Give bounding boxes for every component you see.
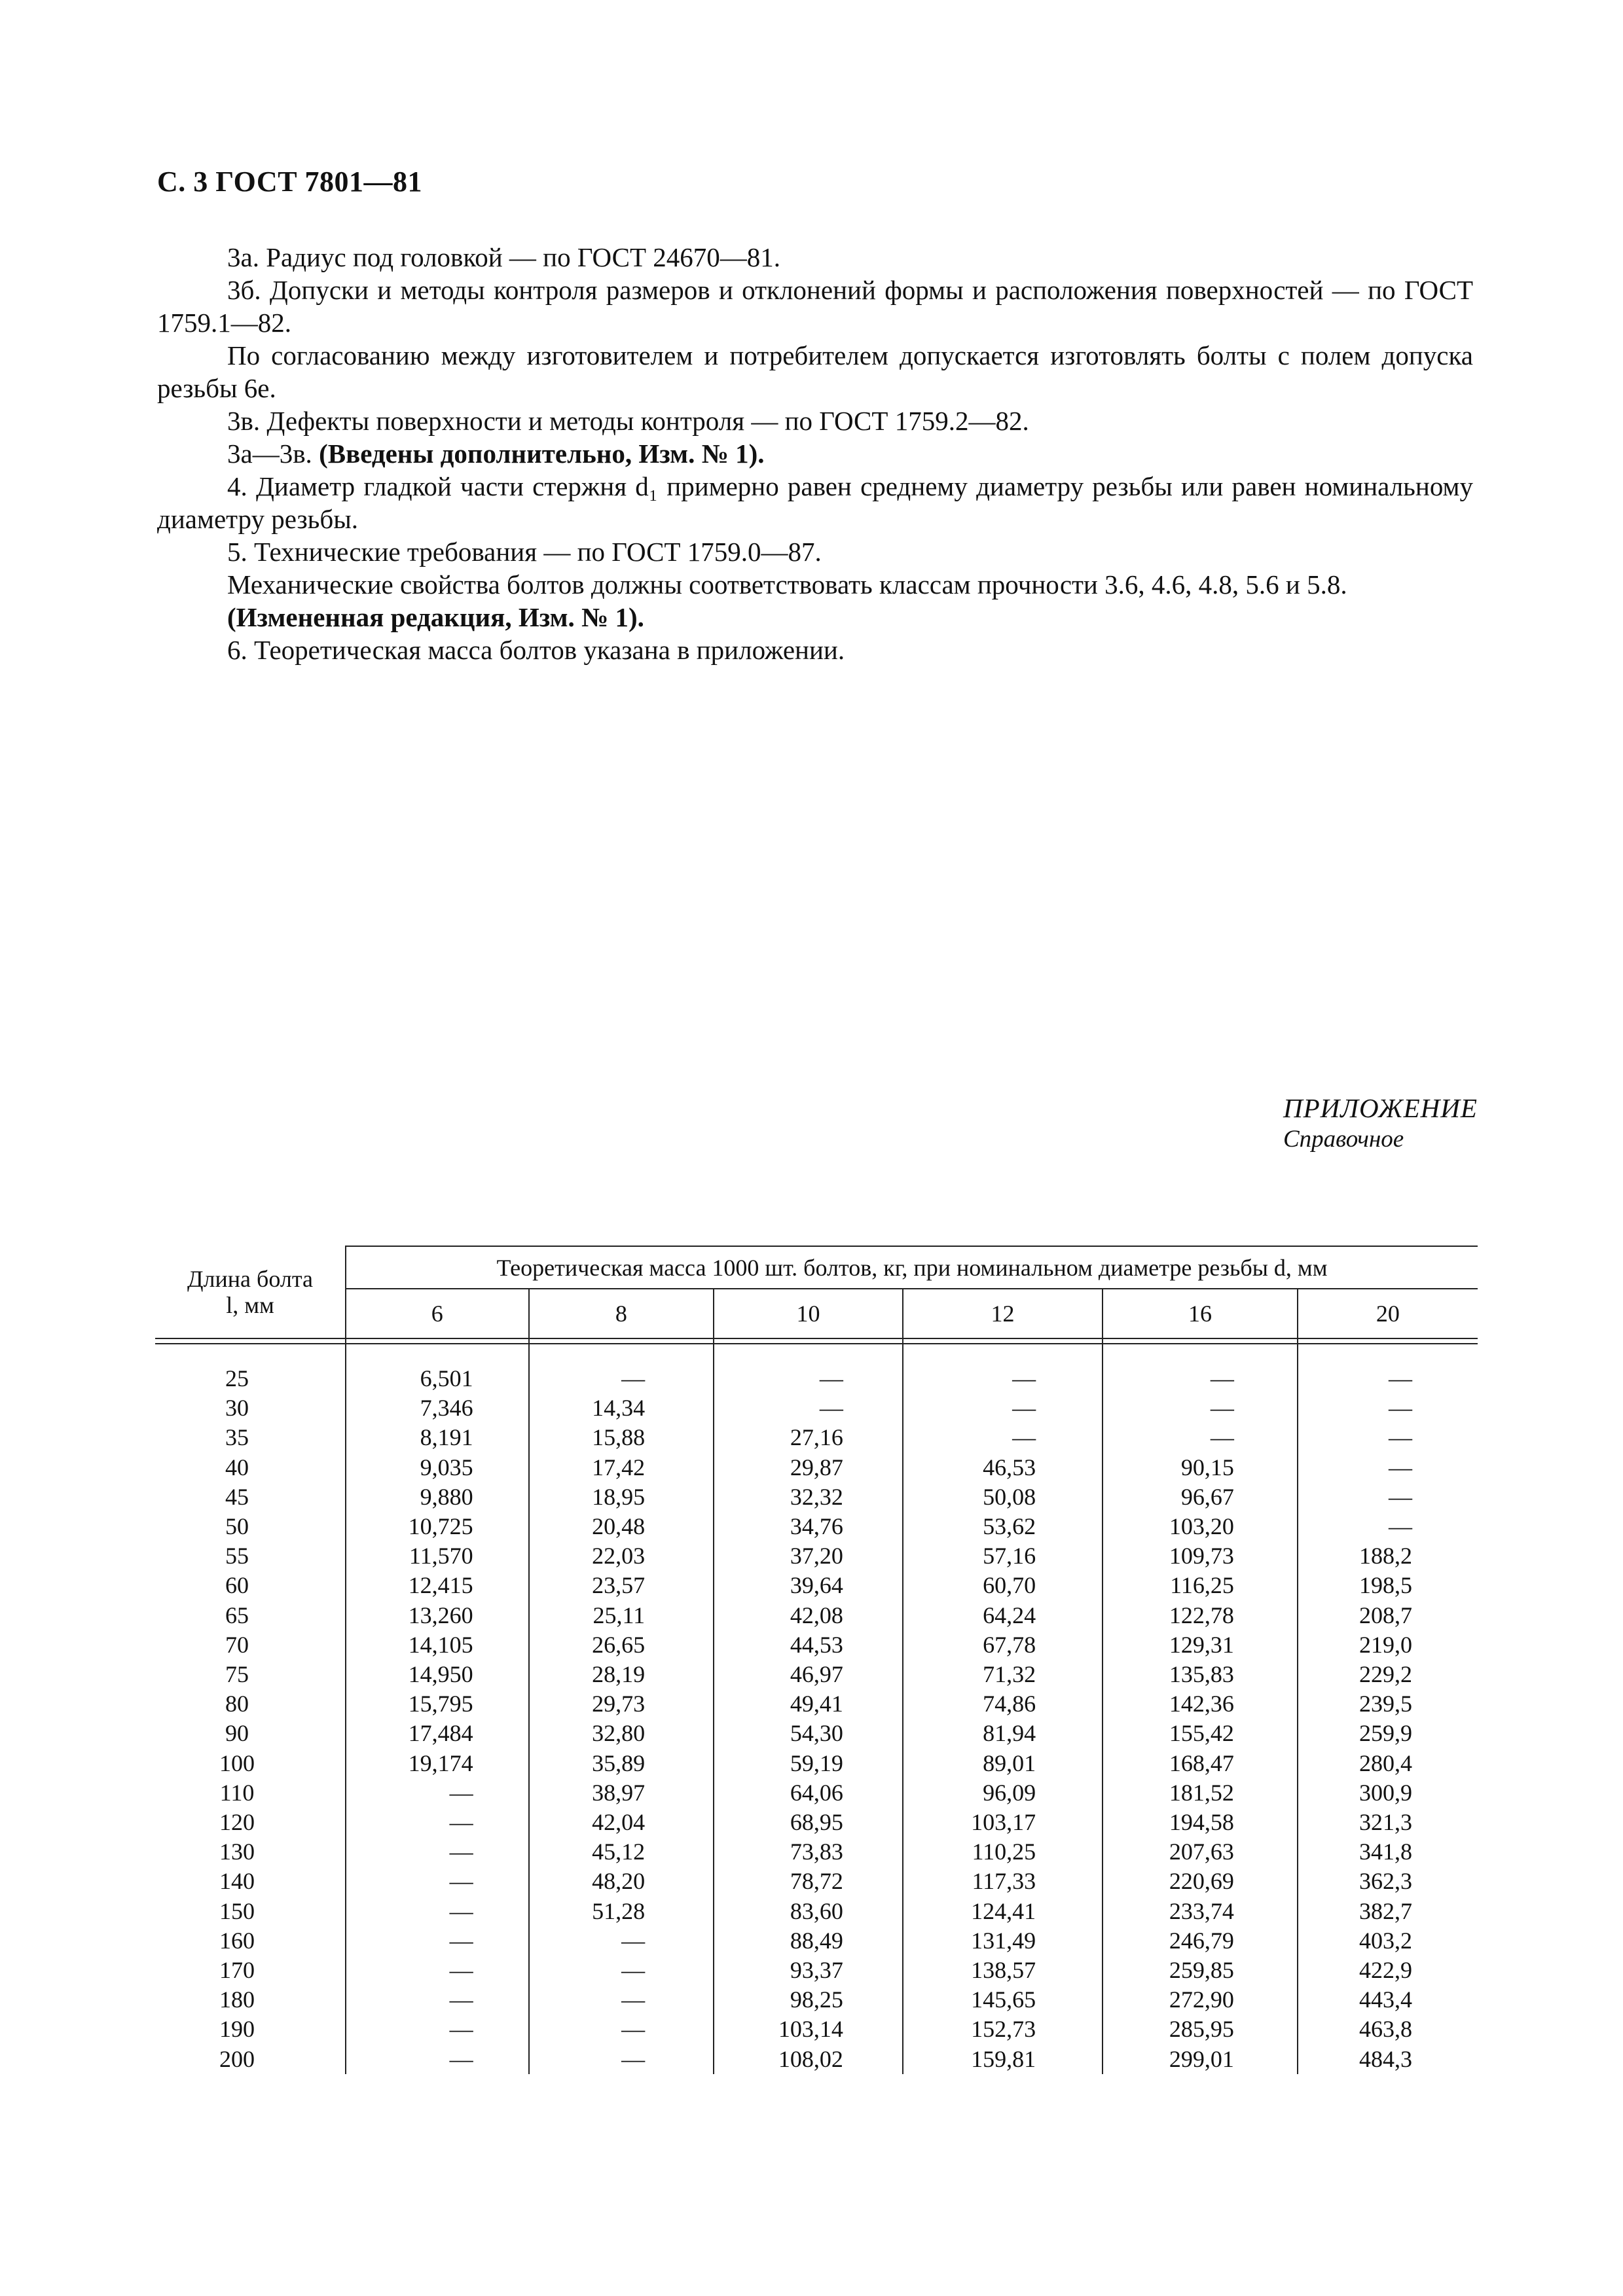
table-row (155, 1985, 1478, 2015)
mass-cell: — (346, 2015, 529, 2044)
mass-cell: — (529, 2015, 714, 2044)
mass-cell: 29,87 (714, 1453, 903, 1482)
mass-cell: 12,415 (346, 1571, 529, 1600)
table-row (155, 2045, 1478, 2074)
paragraph-4: 4. Диаметр гладкой части стержня d₁ примерно равен среднему диаметру резьбы или равен номинальному диаметру резьбы. (157, 471, 1473, 534)
table-row (155, 1453, 1478, 1482)
length-cell: 80 (225, 1691, 249, 1717)
mass-cell: 29,73 (529, 1689, 714, 1719)
length-cell: 150 (219, 1897, 255, 1924)
appendix-title: ПРИЛОЖЕНИЕ (1283, 1093, 1478, 1123)
mass-cell: 9,880 (346, 1482, 529, 1512)
paragraph-agreement: По согласованию между изготовителем и потребителем допускается изготовлять болты с полем допуска резьбы 6е. (157, 340, 1473, 403)
mass-cell: — (1298, 1393, 1478, 1423)
mass-cell: 57,16 (903, 1541, 1103, 1571)
mass-cell: — (346, 1867, 529, 1896)
mass-cell: — (346, 1926, 529, 1956)
length-cell: 130 (219, 1839, 255, 1865)
mass-cell: 10,725 (346, 1512, 529, 1541)
mass-cell: 96,67 (1103, 1482, 1298, 1512)
table-row (155, 1719, 1478, 1748)
mass-cell: 15,795 (346, 1689, 529, 1719)
mass-cell: 159,81 (903, 2045, 1103, 2074)
mass-cell: 299,01 (1103, 2045, 1298, 2074)
table-row (155, 1749, 1478, 1778)
mass-cell: 34,76 (714, 1512, 903, 1541)
length-cell: 55 (225, 1543, 249, 1570)
diameter-header: 16 (1103, 1289, 1298, 1338)
mass-cell: 145,65 (903, 1985, 1103, 2015)
mass-cell: — (346, 2045, 529, 2074)
mass-cell: 382,7 (1298, 1897, 1478, 1926)
appendix-label (1283, 1092, 1478, 1155)
mass-cell: 26,65 (529, 1630, 714, 1660)
table-row (155, 1808, 1478, 1837)
mass-cell: 198,5 (1298, 1571, 1478, 1600)
mass-cell: 220,69 (1103, 1867, 1298, 1896)
length-cell: 30 (225, 1395, 249, 1422)
mass-cell: — (346, 1778, 529, 1808)
mass-cell: 83,60 (714, 1897, 903, 1926)
mass-cell: 27,16 (714, 1423, 903, 1452)
mass-cell: 93,37 (714, 1956, 903, 1985)
mass-cell: 103,20 (1103, 1512, 1298, 1541)
table-row (155, 1512, 1478, 1541)
length-cell: 170 (219, 1957, 255, 1984)
mass-table (155, 1246, 1478, 2074)
length-cell: 120 (219, 1809, 255, 1836)
mass-cell: — (529, 1985, 714, 2015)
mass-cell: 300,9 (1298, 1778, 1478, 1808)
mass-cell: 17,42 (529, 1453, 714, 1482)
length-cell: 25 (225, 1365, 249, 1391)
mass-cell: 110,25 (903, 1837, 1103, 1867)
mass-cell: 18,95 (529, 1482, 714, 1512)
mass-cell: — (714, 1393, 903, 1423)
mass-cell: 124,41 (903, 1897, 1103, 1926)
mass-cell: 155,42 (1103, 1719, 1298, 1748)
mass-cell: 81,94 (903, 1719, 1103, 1748)
mass-cell: 341,8 (1298, 1837, 1478, 1867)
mass-cell: 108,02 (714, 2045, 903, 2074)
mass-cell: 321,3 (1298, 1808, 1478, 1837)
mass-cell: — (903, 1393, 1103, 1423)
mass-cell: — (346, 1956, 529, 1985)
mass-cell: 32,80 (529, 1719, 714, 1748)
mass-cell: 142,36 (1103, 1689, 1298, 1719)
mass-cell: 152,73 (903, 2015, 1103, 2044)
mass-cell: — (1298, 1482, 1478, 1512)
table-row (155, 1541, 1478, 1571)
table-row (155, 1571, 1478, 1600)
mass-cell: 71,32 (903, 1660, 1103, 1689)
mass-cell: 38,97 (529, 1778, 714, 1808)
mass-cell: 42,04 (529, 1808, 714, 1837)
mass-cell: — (529, 2045, 714, 2074)
mass-cell: 44,53 (714, 1630, 903, 1660)
mass-cell: 67,78 (903, 1630, 1103, 1660)
diameter-header: 6 (431, 1300, 443, 1327)
mass-cell: — (1298, 1512, 1478, 1541)
table-row (155, 1601, 1478, 1630)
mass-cell: 103,14 (714, 2015, 903, 2044)
mass-cell: — (1298, 1453, 1478, 1482)
table-row (155, 1393, 1478, 1423)
table-row (155, 1364, 1478, 1393)
mass-cell: 20,48 (529, 1512, 714, 1541)
table-row (155, 1482, 1478, 1512)
mass-cell: 46,53 (903, 1453, 1103, 1482)
length-cell: 35 (225, 1424, 249, 1451)
mass-cell: — (1298, 1364, 1478, 1393)
length-cell: 40 (225, 1454, 249, 1480)
table-row (155, 1778, 1478, 1808)
header-separator (155, 1338, 1478, 1344)
mass-cell: 194,58 (1103, 1808, 1298, 1837)
mass-cell: 17,484 (346, 1719, 529, 1748)
mass-cell: 443,4 (1298, 1985, 1478, 2015)
mass-cell: — (1103, 1393, 1298, 1423)
length-cell: 70 (225, 1631, 249, 1658)
table-row (155, 1689, 1478, 1719)
length-cell: 100 (219, 1749, 255, 1776)
mass-cell: 22,03 (529, 1541, 714, 1571)
mass-cell: 11,570 (346, 1541, 529, 1571)
mass-cell: — (529, 1364, 714, 1393)
mass-cell: 35,89 (529, 1749, 714, 1778)
mass-cell: 219,0 (1298, 1630, 1478, 1660)
mass-cell: 54,30 (714, 1719, 903, 1748)
diameter-header: 10 (714, 1289, 903, 1338)
mass-cell: 14,34 (529, 1393, 714, 1423)
mass-cell: 64,24 (903, 1601, 1103, 1630)
mass-cell: 229,2 (1298, 1660, 1478, 1689)
mass-cell: 116,25 (1103, 1571, 1298, 1600)
mass-cell: — (1103, 1364, 1298, 1393)
mass-cell: 188,2 (1298, 1541, 1478, 1571)
mass-cell: 46,97 (714, 1660, 903, 1689)
mass-cell: 48,20 (529, 1867, 714, 1896)
mass-cell: 28,19 (529, 1660, 714, 1689)
mass-cell: 39,64 (714, 1571, 903, 1600)
table-row (155, 1630, 1478, 1660)
table-row (155, 1897, 1478, 1926)
length-cell: 60 (225, 1572, 249, 1599)
length-cell: 45 (225, 1483, 249, 1510)
appendix-subtitle: Справочное (1283, 1126, 1404, 1153)
mass-cell: 117,33 (903, 1867, 1103, 1896)
mass-cell: 14,105 (346, 1630, 529, 1660)
paragraph-3a-3v: 3а—3в. (Введены дополнительно, Изм. № 1). (227, 439, 765, 469)
paragraph-mechanical: Механические свойства болтов должны соответствовать классам прочности 3.6, 4.6, 4.8, 5.6 и 5.8. (227, 569, 1347, 600)
mass-cell: — (903, 1423, 1103, 1452)
paragraph-3b: 3б. Допуски и методы контроля размеров и отклонений формы и расположения поверхностей — по ГОСТ 1759.1—82. (157, 275, 1473, 338)
mass-cell: 131,49 (903, 1926, 1103, 1956)
mass-cell: — (346, 1837, 529, 1867)
mass-cell: 15,88 (529, 1423, 714, 1452)
mass-cell: 78,72 (714, 1867, 903, 1896)
mass-cell: 403,2 (1298, 1926, 1478, 1956)
mass-cell: 74,86 (903, 1689, 1103, 1719)
length-cell: 75 (225, 1661, 249, 1688)
length-column-header: Длина болта l, мм (155, 1246, 346, 1338)
mass-cell: 68,95 (714, 1808, 903, 1837)
length-cell: 50 (225, 1513, 249, 1540)
mass-cell: 168,47 (1103, 1749, 1298, 1778)
mass-cell: 181,52 (1103, 1778, 1298, 1808)
mass-cell: 207,63 (1103, 1837, 1298, 1867)
mass-cell: 59,19 (714, 1749, 903, 1778)
mass-cell: 259,9 (1298, 1719, 1478, 1748)
diameter-header: 12 (903, 1289, 1103, 1338)
mass-cell: 239,5 (1298, 1689, 1478, 1719)
mass-cell: 109,73 (1103, 1541, 1298, 1571)
mass-cell: 19,174 (346, 1749, 529, 1778)
mass-cell: — (346, 1985, 529, 2015)
mass-cell: 422,9 (1298, 1956, 1478, 1985)
mass-cell: 73,83 (714, 1837, 903, 1867)
mass-cell: 23,57 (529, 1571, 714, 1600)
mass-cell: — (1298, 1423, 1478, 1452)
mass-cell: 37,20 (714, 1541, 903, 1571)
mass-cell: 103,17 (903, 1808, 1103, 1837)
mass-cell: — (903, 1364, 1103, 1393)
mass-cell: 122,78 (1103, 1601, 1298, 1630)
paragraph-amended: (Измененная редакция, Изм. № 1). (227, 602, 644, 632)
diameter-header: 20 (1298, 1289, 1478, 1338)
paragraph-5: 5. Технические требования — по ГОСТ 1759.0—87. (227, 537, 822, 567)
table-row (155, 1956, 1478, 1985)
mass-cell: 272,90 (1103, 1985, 1298, 2015)
length-cell: 200 (219, 2045, 255, 2072)
mass-column-header: Теоретическая масса 1000 шт. болтов, кг, при номинальном диаметре резьбы d, мм (346, 1246, 1478, 1289)
table-spacer-row (155, 1344, 1478, 1364)
mass-cell: — (1103, 1423, 1298, 1452)
mass-cell: — (529, 1956, 714, 1985)
mass-cell: — (346, 1897, 529, 1926)
mass-cell: 53,62 (903, 1512, 1103, 1541)
mass-cell: 60,70 (903, 1571, 1103, 1600)
mass-cell: — (529, 1926, 714, 1956)
table-row (155, 1867, 1478, 1896)
mass-cell: 50,08 (903, 1482, 1103, 1512)
mass-cell: 13,260 (346, 1601, 529, 1630)
table-row (155, 1837, 1478, 1867)
mass-cell: 25,11 (529, 1601, 714, 1630)
length-cell: 90 (225, 1720, 249, 1747)
mass-cell: 42,08 (714, 1601, 903, 1630)
paragraph-6: 6. Теоретическая масса болтов указана в приложении. (227, 635, 845, 665)
paragraph-3a: 3а. Радиус под головкой — по ГОСТ 24670—81. (227, 242, 781, 272)
mass-cell: 32,32 (714, 1482, 903, 1512)
mass-cell: 88,49 (714, 1926, 903, 1956)
mass-cell: 463,8 (1298, 2015, 1478, 2044)
mass-cell: 285,95 (1103, 2015, 1298, 2044)
mass-cell: 64,06 (714, 1778, 903, 1808)
mass-cell: 208,7 (1298, 1601, 1478, 1630)
mass-cell: 98,25 (714, 1985, 903, 2015)
mass-cell: 233,74 (1103, 1897, 1298, 1926)
length-cell: 65 (225, 1602, 249, 1628)
mass-cell: 138,57 (903, 1956, 1103, 1985)
table-row (155, 1660, 1478, 1689)
mass-cell: 8,191 (346, 1423, 529, 1452)
paragraph-3v: 3в. Дефекты поверхности и методы контроля — по ГОСТ 1759.2—82. (227, 406, 1029, 436)
length-cell: 160 (219, 1927, 255, 1954)
mass-cell: — (714, 1364, 903, 1393)
table-row (155, 2015, 1478, 2044)
table-body (155, 1344, 1478, 2074)
mass-cell: 7,346 (346, 1393, 529, 1423)
mass-cell: 135,83 (1103, 1660, 1298, 1689)
length-cell: 180 (219, 1986, 255, 2013)
body-text (157, 241, 1473, 666)
mass-cell: 129,31 (1103, 1630, 1298, 1660)
page-header: С. 3 ГОСТ 7801—81 (157, 166, 423, 198)
mass-cell: 280,4 (1298, 1749, 1478, 1778)
mass-cell: 45,12 (529, 1837, 714, 1867)
mass-cell: — (346, 1808, 529, 1837)
mass-cell: 259,85 (1103, 1956, 1298, 1985)
mass-cell: 14,950 (346, 1660, 529, 1689)
mass-cell: 96,09 (903, 1778, 1103, 1808)
length-cell: 190 (219, 2016, 255, 2043)
mass-cell: 246,79 (1103, 1926, 1298, 1956)
length-cell: 110 (219, 1779, 255, 1806)
diameter-header: 8 (529, 1289, 714, 1338)
mass-cell: 49,41 (714, 1689, 903, 1719)
length-cell: 140 (219, 1868, 255, 1895)
table-row (155, 1926, 1478, 1956)
diameter-header-row (155, 1289, 1478, 1338)
mass-cell: 9,035 (346, 1453, 529, 1482)
mass-cell: 484,3 (1298, 2045, 1478, 2074)
mass-cell: 51,28 (529, 1897, 714, 1926)
mass-cell: 89,01 (903, 1749, 1103, 1778)
mass-cell: 362,3 (1298, 1867, 1478, 1896)
table-row (155, 1423, 1478, 1452)
mass-cell: 90,15 (1103, 1453, 1298, 1482)
mass-cell: 6,501 (346, 1364, 529, 1393)
